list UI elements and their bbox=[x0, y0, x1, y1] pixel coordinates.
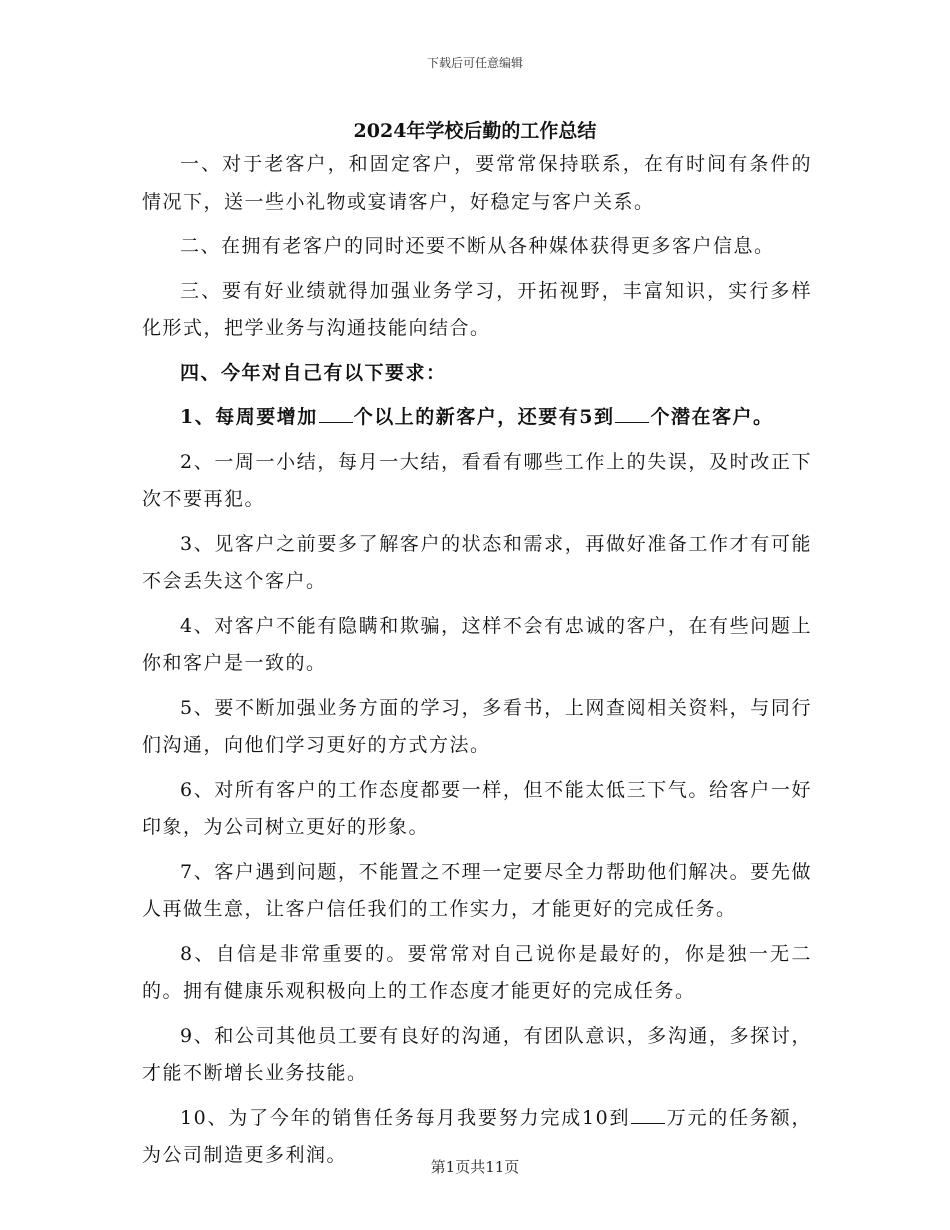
page-footer: 第1页共11页 bbox=[430, 1158, 520, 1176]
paragraph-3: 三、要有好业绩就得加强业务学习，开拓视野，丰富知识，实行多样化形式，把学业务与沟通技能向结合。 bbox=[142, 279, 812, 339]
requirement-9: 9、和公司其他员工要有良好的沟通，有团队意识，多沟通，多探讨，才能不断增长业务技能。 bbox=[142, 1024, 812, 1084]
requirement-4: 4、对客户不能有隐瞒和欺骗，这样不会有忠诚的客户，在有些问题上你和客户是一致的。 bbox=[142, 614, 812, 674]
requirement-2: 2、一周一小结，每月一大结，看看有哪些工作上的失误，及时改正下次不要再犯。 bbox=[142, 450, 812, 510]
paragraph-2: 二、在拥有老客户的同时还要不断从各种媒体获得更多客户信息。 bbox=[180, 235, 775, 257]
section-heading-requirements: 四、今年对自己有以下要求： bbox=[180, 361, 447, 384]
requirement-1-text-c: 个潜在客户。 bbox=[650, 406, 774, 428]
fill-blank bbox=[615, 403, 649, 423]
requirement-10-text-a: 10、为了今年的销售任务每月我要努力完成10到 bbox=[180, 1106, 631, 1129]
requirement-7: 7、客户遇到问题，不能置之不理一定要尽全力帮助他们解决。要先做人再做生意，让客户信任我们的工作实力，才能更好的完成任务。 bbox=[142, 860, 812, 920]
document-title: 2024年学校后勤的工作总结 bbox=[353, 120, 597, 142]
fill-blank bbox=[631, 1104, 665, 1124]
requirement-5: 5、要不断加强业务方面的学习，多看书，上网查阅相关资料，与同行们沟通，向他们学习更好的方式方法。 bbox=[142, 696, 812, 756]
requirement-8: 8、自信是非常重要的。要常常对自己说你是最好的，你是独一无二的。拥有健康乐观积极向上的工作态度才能更好的完成任务。 bbox=[142, 942, 812, 1002]
requirement-10-text-b: 万元的任务额，为公司制造更多利润。 bbox=[142, 1106, 812, 1166]
document-body bbox=[142, 146, 812, 1182]
requirement-3: 3、见客户之前要多了解客户的状态和需求，再做好准备工作才有可能不会丢失这个客户。 bbox=[142, 532, 812, 592]
requirement-6: 6、对所有客户的工作态度都要一样，但不能太低三下气。给客户一好印象，为公司树立更好的形象。 bbox=[142, 778, 812, 838]
requirement-1-text-b: 个以上的新客户，还要有5到 bbox=[353, 406, 615, 428]
requirement-1-text-a: 1、每周要增加 bbox=[180, 406, 318, 428]
requirement-1 bbox=[142, 399, 812, 437]
paragraph-1: 一、对于老客户，和固定客户，要常常保持联系，在有时间有条件的情况下，送一些小礼物或宴请客户，好稳定与客户关系。 bbox=[142, 153, 812, 213]
page-header: 下载后可任意编辑 bbox=[426, 56, 523, 70]
fill-blank bbox=[319, 403, 353, 423]
